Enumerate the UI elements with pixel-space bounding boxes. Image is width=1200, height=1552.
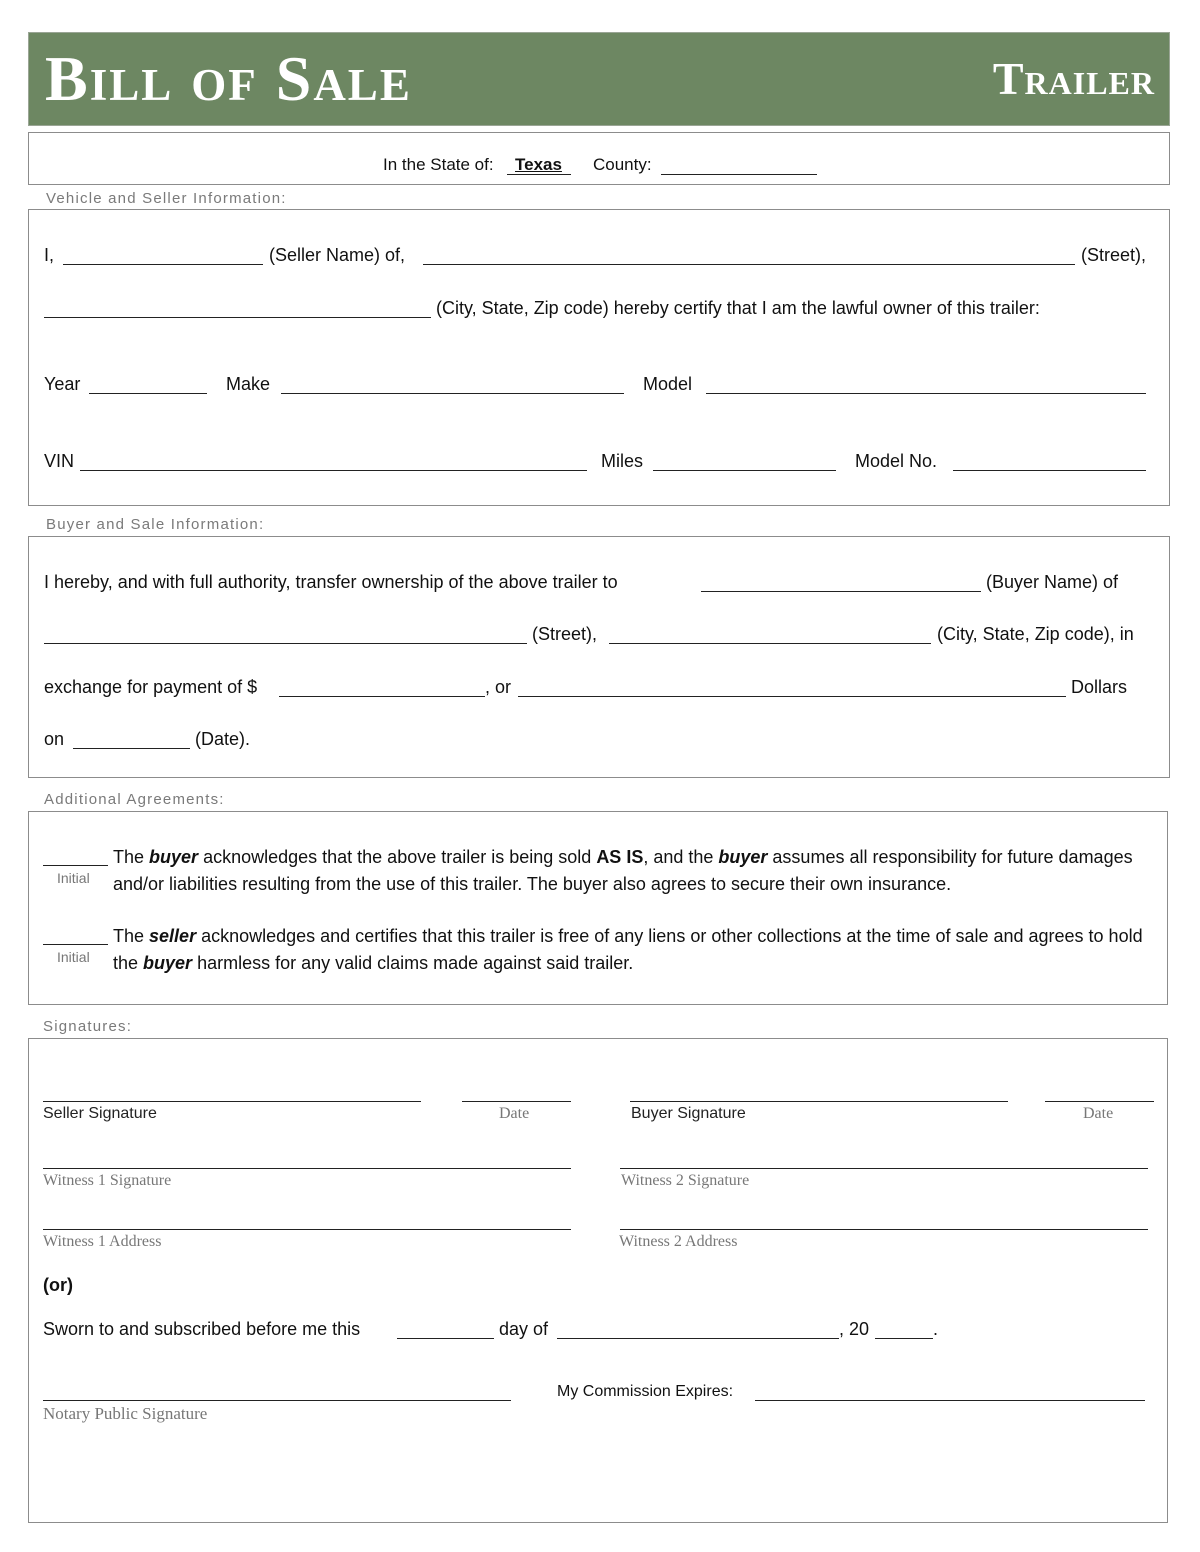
seller-date-label: Date [499, 1105, 530, 1122]
section-label-agreements: Additional Agreements: [44, 791, 225, 808]
day-of-label: day of [499, 1319, 549, 1339]
buyer-city-field[interactable] [609, 643, 931, 644]
buyer-name-label: (Buyer Name) of [986, 572, 1119, 592]
seller-signature-field[interactable] [43, 1101, 421, 1102]
date-label: (Date). [195, 729, 251, 749]
street-label: (Street), [1081, 245, 1147, 265]
sworn-period: . [933, 1319, 939, 1339]
buyer-name-field[interactable] [701, 591, 981, 592]
vin-field[interactable] [80, 470, 587, 471]
exchange-label: exchange for payment of $ [44, 677, 258, 697]
year-field[interactable] [89, 393, 207, 394]
section-label-signatures: Signatures: [43, 1018, 133, 1035]
year-label: Year [44, 374, 81, 394]
state-value[interactable]: Texas [515, 155, 562, 174]
or-separator: (or) [43, 1275, 73, 1295]
agreement1-text: The buyer acknowledges that the above trailer is being sold AS IS, and the buyer assumes all responsibility for future damages and/or liabilities resulting from the use of this trailer. The buyer also agrees to secure their own insurance. [113, 847, 1133, 894]
sworn-year-field[interactable] [875, 1338, 933, 1339]
buyer-signature-field[interactable] [630, 1101, 1008, 1102]
commission-label: My Commission Expires: [557, 1383, 734, 1400]
sworn-month-field[interactable] [557, 1338, 839, 1339]
seller-name-field[interactable] [63, 264, 263, 265]
commission-expires-field[interactable] [755, 1400, 1145, 1401]
vehicle-seller-box [28, 209, 1170, 506]
seller-signature-label: Seller Signature [43, 1105, 157, 1122]
witness1-address-label: Witness 1 Address [43, 1233, 162, 1250]
vin-label: VIN [44, 451, 75, 471]
seller-name-label: (Seller Name) of, [269, 245, 406, 265]
header-banner [28, 32, 1170, 126]
notary-signature-label: Notary Public Signature [43, 1404, 208, 1423]
witness2-signature-field[interactable] [620, 1168, 1148, 1169]
i-label: I, [44, 245, 55, 265]
agreement2-initial-field[interactable] [43, 944, 108, 945]
model-label: Model [643, 374, 693, 394]
signatures-box [28, 1038, 1168, 1523]
make-field[interactable] [281, 393, 624, 394]
state-county-box [28, 132, 1170, 185]
model-field[interactable] [706, 393, 1146, 394]
seller-city-field[interactable] [44, 317, 431, 318]
witness1-address-field[interactable] [43, 1229, 571, 1230]
buyer-street-field[interactable] [44, 643, 527, 644]
agreements-box [28, 811, 1168, 1005]
buyer-signature-label: Buyer Signature [631, 1105, 746, 1122]
miles-field[interactable] [653, 470, 836, 471]
model-no-field[interactable] [953, 470, 1146, 471]
buyer-date-label: Date [1083, 1105, 1114, 1122]
sale-date-field[interactable] [73, 748, 190, 749]
buyer-city-label: (City, State, Zip code), in [937, 624, 1134, 644]
section-label-buyer: Buyer and Sale Information: [46, 516, 265, 533]
witness2-address-field[interactable] [620, 1229, 1148, 1230]
witness2-address-label: Witness 2 Address [619, 1233, 738, 1250]
agreement1-initial-label: Initial [57, 870, 90, 886]
agreement2-text: The seller acknowledges and certifies that this trailer is free of any liens or other collections at the time of sale and agrees to hold the buyer harmless for any valid claims made against said trailer. [113, 926, 1143, 973]
witness1-signature-label: Witness 1 Signature [43, 1172, 172, 1189]
seller-date-field[interactable] [462, 1101, 571, 1102]
transfer-text: I hereby, and with full authority, transfer ownership of the above trailer to [44, 572, 618, 592]
make-label: Make [226, 374, 271, 394]
payment-words-field[interactable] [518, 696, 1066, 697]
year-prefix-label: , 20 [839, 1319, 870, 1339]
notary-signature-field[interactable] [43, 1400, 511, 1401]
dollars-label: Dollars [1071, 677, 1128, 697]
model-no-label: Model No. [855, 451, 938, 471]
county-label: County: [593, 155, 652, 174]
agreement2-initial-label: Initial [57, 949, 90, 965]
sworn-text: Sworn to and subscribed before me this [43, 1319, 361, 1339]
on-label: on [44, 729, 65, 749]
state-label: In the State of: [383, 155, 494, 174]
agreement1-initial-field[interactable] [43, 865, 108, 866]
sworn-day-field[interactable] [397, 1338, 494, 1339]
buyer-date-field[interactable] [1045, 1101, 1154, 1102]
buyer-sale-box [28, 536, 1170, 778]
witness1-signature-field[interactable] [43, 1168, 571, 1169]
buyer-street-label: (Street), [532, 624, 598, 644]
seller-street-field[interactable] [423, 264, 1075, 265]
miles-label: Miles [601, 451, 644, 471]
section-label-vehicle: Vehicle and Seller Information: [46, 190, 287, 207]
city-certify-label: (City, State, Zip code) hereby certify that I am the lawful owner of this trailer: [436, 298, 1040, 318]
county-field[interactable] [661, 174, 817, 175]
or-label: , or [485, 677, 512, 697]
document-title: Bill of Sale [45, 43, 412, 114]
state-field-line[interactable] [507, 174, 571, 175]
payment-amount-field[interactable] [279, 696, 485, 697]
witness2-signature-label: Witness 2 Signature [621, 1172, 750, 1189]
document-subtitle: Trailer [992, 53, 1155, 104]
